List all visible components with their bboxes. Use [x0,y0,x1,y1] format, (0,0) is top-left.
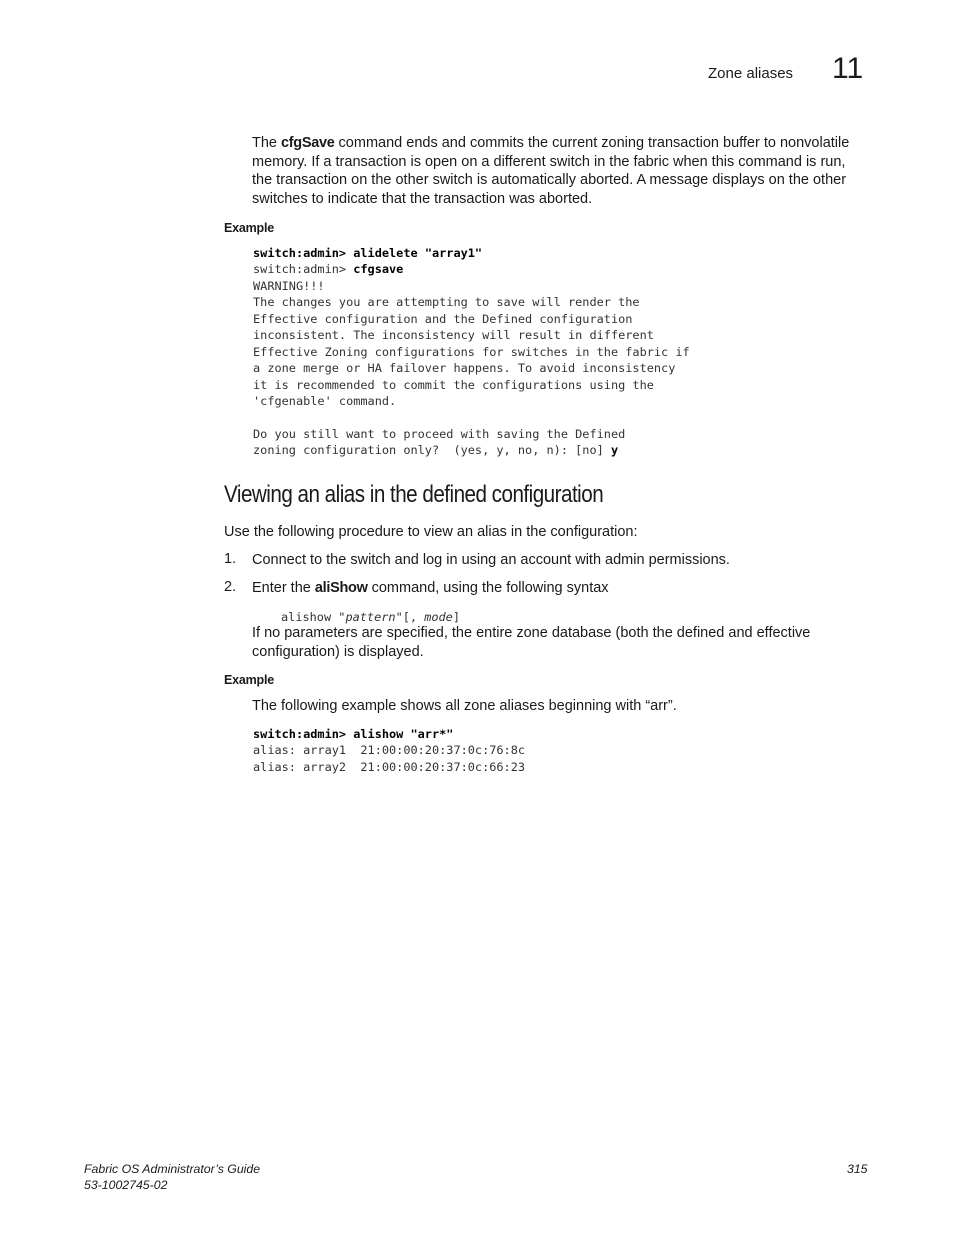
code-output: alias: array1 21:00:00:20:37:0c:76:8c alias: array2 21:00:00:20:37:0c:66:23 [253,743,526,774]
code-output: WARNING!!! The changes you are attempting to save will render the Effective configuration and the Defined configuration inconsistent. The inconsistency will result in different Effective Zoning configurations for switches in the fabric if a zone merge or HA failover happens. To avoid inconsistency it is recommended to commit the configurations using the 'cfgenable' command. Do you still want to proceed with saving the Defined zoning configuration only? (yes, y, no, n): [no] [253,278,690,458]
code-prompt: switch:admin> alishow "arr*" [253,727,454,741]
code-block-alishow [253,726,525,775]
cfgsave-command: cfgSave [281,135,335,151]
running-header-section: Zone aliases [708,65,794,82]
intro-text-before: The [252,135,282,151]
chapter-number: 11 [832,52,864,85]
code-prompt: switch:admin> [253,262,354,277]
syntax-note: If no parameters are specified, the entire zone database (both the defined and effective configuration) is displayed. [252,625,811,660]
syntax-end: ] [452,610,461,624]
procedure-intro: Use the following procedure to view an alias in the configuration: [224,524,638,540]
step-number: 2. [224,579,237,595]
code-prompt: switch:admin> [253,246,354,260]
intro-text-after: command ends and commits the current zoning transaction buffer to nonvolatile memory. If a transaction is open on a different switch in the fabric when this command is run, the transaction on the other switch is automatically aborted. A message displays on the other switches to indicate that the transaction was aborted. [252,135,850,208]
step-2-text [252,579,868,598]
section-heading: Viewing an alias in the defined configuration [224,481,604,508]
step-1-text: Connect to the switch and log in using an account with admin permissions. [252,552,730,568]
footer-doc-title: Fabric OS Administrator’s Guide [84,1162,261,1176]
example-label: Example [224,221,275,235]
footer-page-number: 315 [847,1162,868,1176]
syntax-command: alishow " [281,610,346,624]
code-command: alidelete "array1" [353,246,483,260]
syntax-mode-param: mode [424,610,453,624]
step-2-text-before: Enter the [252,580,315,596]
example-description: The following example shows all zone aliases beginning with “arr”. [252,698,677,714]
code-user-input: y [610,443,619,458]
example-label: Example [224,673,275,687]
syntax-separator: "[, [395,610,425,624]
step-2-text-after: command, using the following syntax [367,580,609,596]
alishow-command: aliShow [314,580,368,596]
syntax-block [281,609,460,625]
code-command: cfgsave [353,262,404,277]
syntax-pattern-param: pattern [345,610,396,624]
code-block-cfgsave [253,245,690,459]
intro-paragraph [252,134,868,209]
step-number: 1. [224,551,237,567]
footer-doc-number: 53-1002745-02 [84,1178,168,1192]
